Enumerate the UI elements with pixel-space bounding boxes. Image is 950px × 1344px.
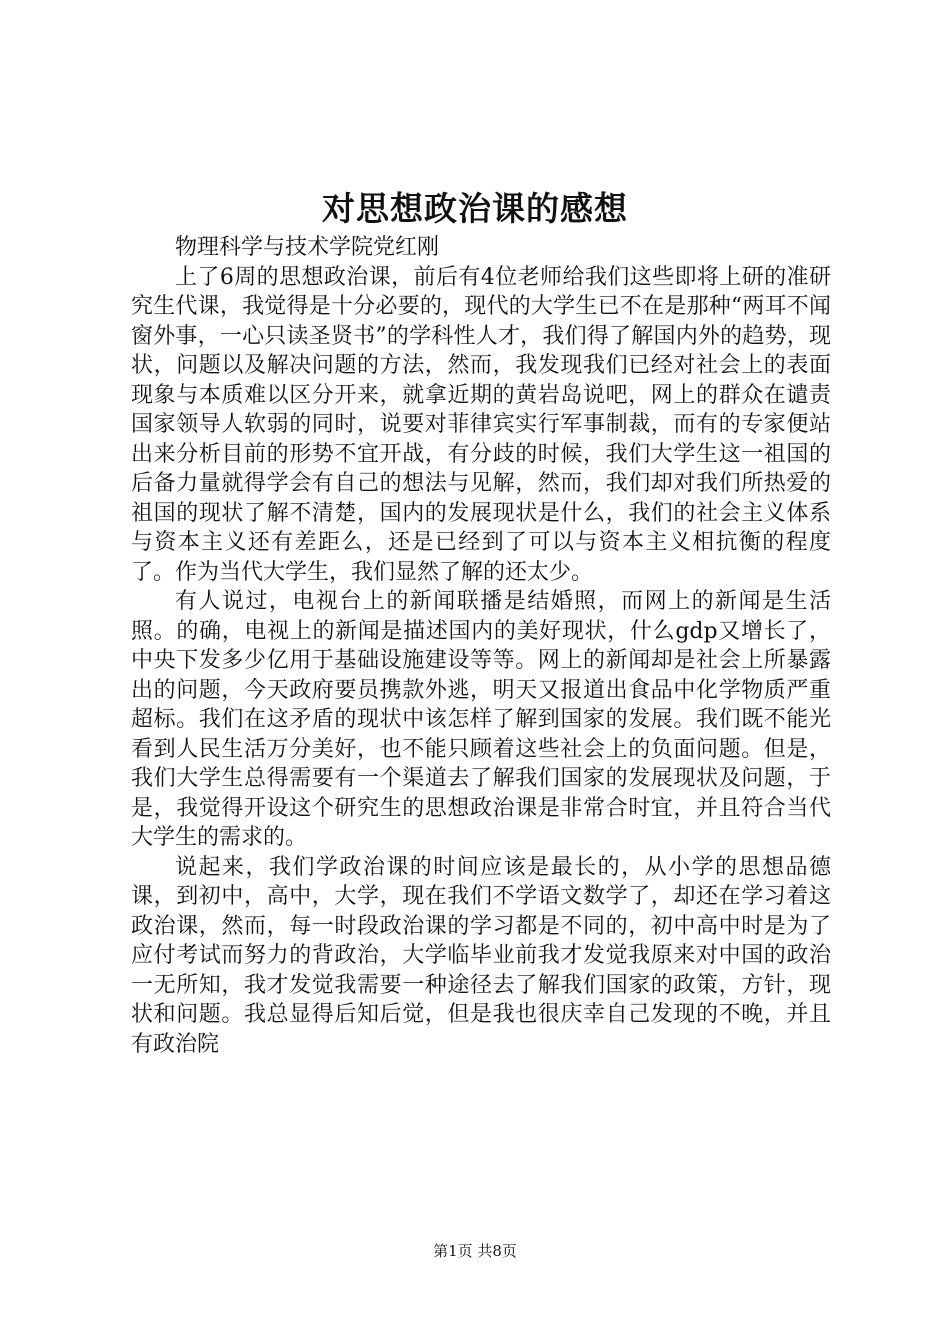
paragraph-3: 说起来，我们学政治课的时间应该是最长的，从小学的思想品德课，到初中，高中，大学，现在我们不学语文数学了，却还在学习着这政治课，然而，每一时段政治课的学习都是不同的，初中高中时是为了应付考试而努力的背政治，大学临毕业前我才发觉我原来对中国的政治一无所知，我才发觉我需要一种途径去了解我们国家的政策，方针，现状和问题。我总显得后知后觉，但是我也很庆幸自己发现的不晚，并且有政治院 [131,854,831,1057]
paragraph-2: 有人说过，电视台上的新闻联播是结婚照，而网上的新闻是生活照。的确，电视上的新闻是描述国内的美好现状，什么gdp又增长了，中央下发多少亿用于基础设施建设等等。网上的新闻却是社会上所暴露出的问题，今天政府要员携款外逃，明天又报道出食品中化学物质严重超标。我们在这矛盾的现状中该怎样了解到国家的发展。我们既不能光看到人民生活万分美好，也不能只顾着这些社会上的负面问题。但是，我们大学生总得需要有一个渠道去了解我们国家的发展现状及问题，于是，我觉得开设这个研究生的思想政治课是非常合时宜，并且符合当代大学生的需求的。 [131,589,831,850]
document-title: 对思想政治课的感想 [322,189,628,228]
page-footer: 第1页 共8页 [433,1242,517,1260]
author-line: 物理科学与技术学院党红刚 [175,235,440,260]
document-body [131,233,831,1059]
paragraph-1: 上了6周的思想政治课，前后有4位老师给我们这些即将上研的准研究生代课，我觉得是十分必要的，现代的大学生已不在是那种“两耳不闻窗外事，一心只读圣贤书”的学科性人才，我们得了解国内外的趋势，现状，问题以及解决问题的方法，然而，我发现我们已经对社会上的表面现象与本质难以区分开来，就拿近期的黄岩岛说吧，网上的群众在谴责国家领导人软弱的同时，说要对菲律宾实行军事制裁，而有的专家便站出来分析目前的形势不宜开战，有分歧的时候，我们大学生这一祖国的后备力量就得学会有自己的想法与见解，然而，我们却对我们所热爱的祖国的现状了解不清楚，国内的发展现状是什么，我们的社会主义体系与资本主义还有差距么，还是已经到了可以与资本主义相抗衡的程度了。作为当代大学生，我们显然了解的还太少。 [131,264,831,585]
